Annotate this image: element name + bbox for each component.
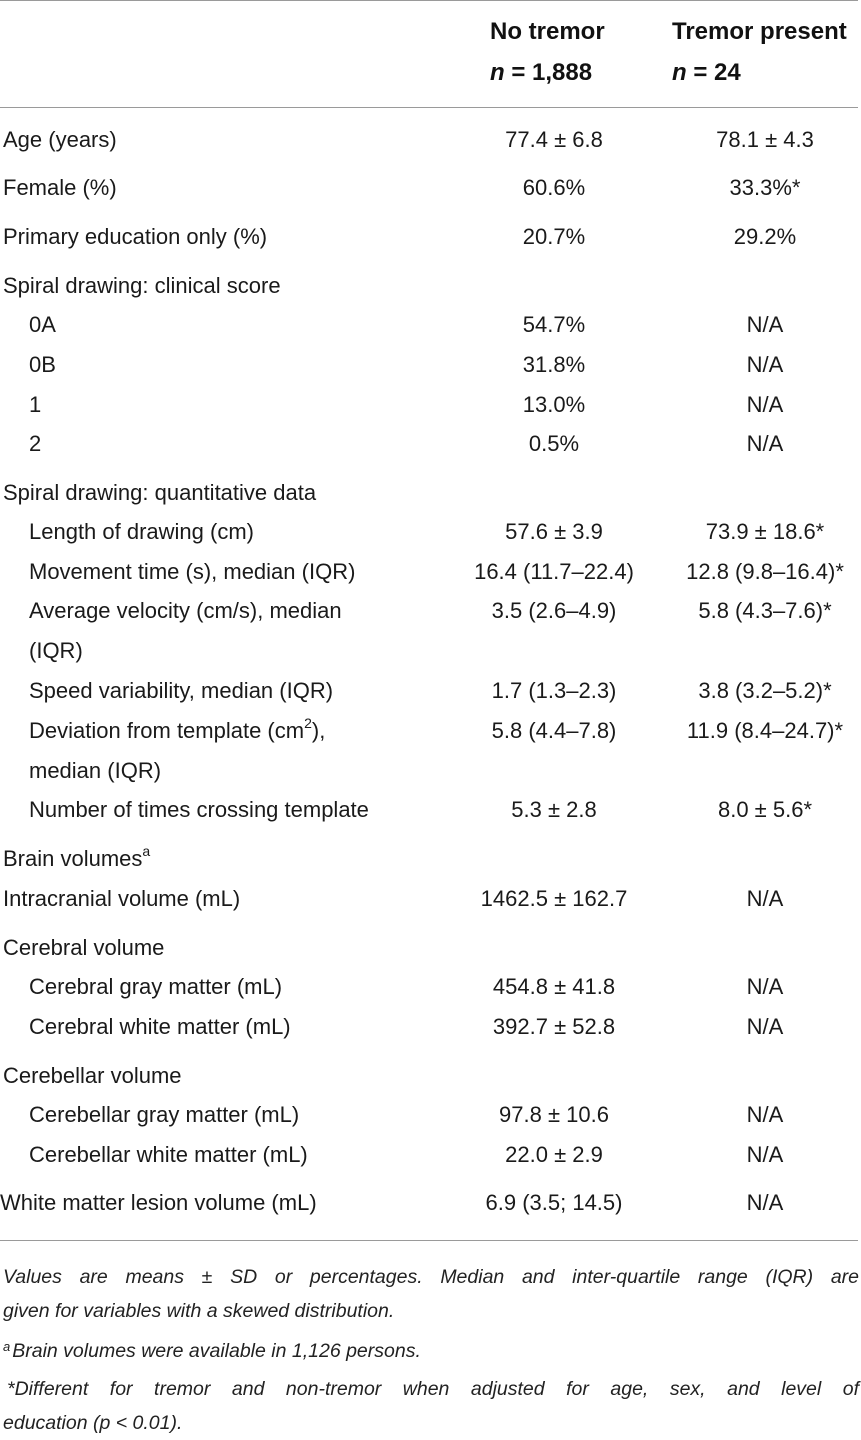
no-tremor-value: 20.7% — [522, 224, 586, 249]
row-label: Speed variability, median (IQR) — [29, 678, 334, 703]
footnote-star: *Different for tremor and non-tremor when adjusted for age, sex, and level of — [7, 1378, 859, 1400]
table-row — [0, 513, 861, 551]
row-label: Number of times crossing template — [29, 797, 369, 822]
tremor-value: N/A — [746, 1142, 784, 1167]
no-tremor-value: 13.0% — [522, 392, 586, 417]
table-row — [0, 306, 861, 344]
footnote-marker: a — [142, 842, 151, 859]
table-row — [0, 1096, 861, 1134]
no-tremor-value: 16.4 (11.7–22.4) — [474, 559, 634, 584]
header-rule — [0, 107, 858, 108]
tremor-value: N/A — [746, 974, 784, 999]
tremor-value: 73.9 ± 18.6* — [705, 519, 825, 544]
tremor-value: N/A — [746, 392, 784, 417]
table-row — [0, 968, 861, 1006]
section-header-row — [0, 929, 861, 967]
row-label: Cerebral gray matter (mL) — [29, 974, 283, 999]
section-label: Cerebral volume — [3, 935, 165, 960]
row-label: Length of drawing (cm) — [29, 519, 254, 544]
table-row — [0, 791, 861, 829]
table-row — [0, 386, 861, 424]
no-tremor-value: 0.5% — [528, 431, 580, 456]
row-label: White matter lesion volume (mL) — [0, 1190, 317, 1215]
table-row — [0, 218, 861, 256]
table-row — [0, 672, 861, 710]
table-row — [0, 553, 861, 591]
tremor-value: 12.8 (9.8–16.4)* — [686, 559, 844, 584]
row-label: 0A — [29, 312, 56, 337]
row-label: Primary education only (%) — [3, 224, 268, 249]
table-row — [0, 1184, 861, 1222]
tremor-value: 3.8 (3.2–5.2)* — [698, 678, 832, 703]
row-label: Age (years) — [3, 127, 117, 152]
row-label: Cerebral white matter (mL) — [29, 1014, 291, 1039]
no-tremor-value: 392.7 ± 52.8 — [492, 1014, 616, 1039]
section-header-row — [0, 840, 861, 878]
no-tremor-value: 5.3 ± 2.8 — [511, 797, 597, 822]
no-tremor-value: 1462.5 ± 162.7 — [480, 886, 628, 911]
table-row — [0, 1136, 861, 1174]
row-label: Female (%) — [3, 175, 117, 200]
no-tremor-value: 54.7% — [522, 312, 586, 337]
tremor-value: N/A — [746, 1190, 784, 1215]
table-row — [0, 425, 861, 463]
section-header-row — [0, 267, 861, 305]
footnote-a — [3, 1334, 859, 1370]
table-row — [0, 712, 861, 750]
tremor-value: 5.8 (4.3–7.6)* — [698, 598, 832, 623]
footnote-values: Values are means ± SD or percentages. Median and inter-quartile range (IQR) are — [3, 1266, 859, 1288]
no-tremor-value: 1.7 (1.3–2.3) — [491, 678, 617, 703]
no-tremor-n-label: n — [490, 59, 505, 86]
table-row — [0, 1008, 861, 1046]
footnote-a-text: Brain volumes were available in 1,126 persons. — [12, 1340, 421, 1362]
tremor-value: 33.3%* — [729, 175, 801, 200]
table-row — [0, 346, 861, 384]
tremor-value: 11.9 (8.4–24.7)* — [686, 718, 844, 743]
tremor-value: 78.1 ± 4.3 — [716, 127, 814, 152]
section-label: Spiral drawing: quantitative data — [3, 480, 317, 505]
row-label: 1 — [29, 392, 42, 417]
section-label: Cerebellar volume — [3, 1063, 182, 1088]
no-tremor-value: 3.5 (2.6–4.9) — [491, 598, 617, 623]
superscript: 2 — [304, 714, 312, 731]
no-tremor-value: 454.8 ± 41.8 — [492, 974, 616, 999]
row-label-continuation: (IQR) — [29, 638, 83, 663]
table-row — [0, 592, 861, 630]
row-label-continuation: median (IQR) — [29, 758, 162, 783]
no-tremor-n-value: = 1,888 — [511, 59, 593, 86]
row-label: Average velocity (cm/s), median — [29, 598, 342, 623]
tremor-present-title: Tremor present — [672, 18, 847, 45]
row-label-text: Deviation from template (cm — [29, 718, 305, 743]
row-label: 2 — [29, 431, 42, 456]
section-label — [3, 840, 150, 878]
no-tremor-value: 97.8 ± 10.6 — [499, 1102, 609, 1127]
tremor-value: N/A — [746, 352, 784, 377]
table-row — [0, 121, 861, 159]
row-label: 0B — [29, 352, 56, 377]
row-label — [29, 712, 325, 750]
column-header-tremor-present — [672, 17, 847, 88]
tremor-n-value: = 24 — [693, 59, 741, 86]
table-top-rule — [0, 0, 858, 1]
section-header-row — [0, 1057, 861, 1095]
row-label-text-after: ), — [311, 718, 326, 743]
table-bottom-rule — [0, 1240, 858, 1241]
no-tremor-value: 60.6% — [522, 175, 586, 200]
tremor-value: 8.0 ± 5.6* — [717, 797, 813, 822]
table-row — [0, 880, 861, 918]
no-tremor-value: 5.8 (4.4–7.8) — [491, 718, 617, 743]
table-row — [0, 169, 861, 207]
no-tremor-value: 31.8% — [522, 352, 586, 377]
footnote-star-cont: education (p < 0.01). — [3, 1412, 183, 1434]
section-label-text: Brain volumes — [3, 846, 143, 871]
tremor-value: N/A — [746, 431, 784, 456]
no-tremor-value: 22.0 ± 2.9 — [505, 1142, 603, 1167]
no-tremor-value: 57.6 ± 3.9 — [505, 519, 603, 544]
tremor-value: 29.2% — [733, 224, 797, 249]
footnote-a-marker: a — [3, 1339, 11, 1354]
footnote-values-cont: given for variables with a skewed distribution. — [3, 1300, 395, 1322]
tremor-value: N/A — [746, 1102, 784, 1127]
row-label: Intracranial volume (mL) — [3, 886, 241, 911]
no-tremor-value: 6.9 (3.5; 14.5) — [485, 1190, 623, 1215]
tremor-value: N/A — [746, 312, 784, 337]
row-label: Movement time (s), median (IQR) — [29, 559, 356, 584]
no-tremor-title: No tremor — [490, 18, 605, 45]
tremor-value: N/A — [746, 886, 784, 911]
no-tremor-value: 77.4 ± 6.8 — [505, 127, 603, 152]
row-label: Cerebellar white matter (mL) — [29, 1142, 308, 1167]
tremor-value: N/A — [746, 1014, 784, 1039]
tremor-n-label: n — [672, 59, 687, 86]
section-header-row — [0, 474, 861, 512]
column-header-no-tremor — [490, 17, 605, 88]
section-label: Spiral drawing: clinical score — [3, 273, 281, 298]
row-label: Cerebellar gray matter (mL) — [29, 1102, 300, 1127]
